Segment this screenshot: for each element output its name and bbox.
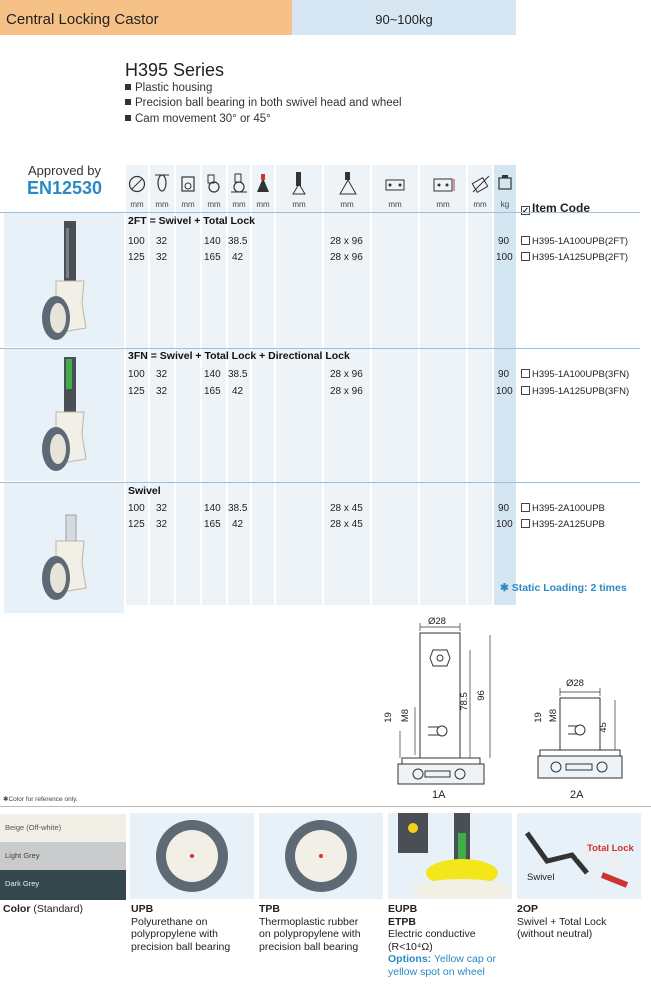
item-code-row[interactable] [521,369,629,380]
option-code: UPB [131,903,154,915]
dim-label: 19 [532,712,544,723]
series-title: H395 Series [125,60,225,80]
cell-plate: 28 x 96 [330,369,363,380]
wheel-upb-image [130,813,254,899]
checkbox[interactable] [521,503,530,512]
drawing-label: 2A [570,789,584,801]
static-loading-text: Static Loading: 2 times [511,582,627,594]
castor-image-swivel [4,483,124,613]
option-line: Thermoplastic rubber [259,915,359,928]
item-code: H395-2A125UPB [532,519,605,530]
2op-swivel-label: Swivel [527,872,555,883]
cell-height: 165 [204,252,221,263]
item-code-row[interactable] [521,503,605,514]
cell-height: 165 [204,386,221,397]
cell-load: 100 [496,252,513,263]
unit-label: mm [130,200,144,209]
option-code: 2OP [517,903,539,915]
load-weight-icon [497,173,513,191]
item-code: H395-1A100UPB(2FT) [532,236,629,247]
feature-item: Plastic housing [125,82,212,94]
option-2op [517,903,606,941]
item-code-row[interactable] [521,252,628,263]
cell-width: 32 [156,252,168,263]
cell-width: 32 [156,519,168,530]
cell-load: 90 [498,369,510,380]
unit-label: mm [207,200,221,209]
housing-width-icon [179,173,197,193]
plate-size-icon [338,170,358,196]
approval-standard: EN12530 [26,178,103,198]
header-title: Central Locking Castor [0,0,292,35]
cell-dia: 125 [128,252,145,263]
color-note-text: Color for reference only. [8,796,78,803]
dim-label: Ø28 [428,616,446,627]
cell-dia: 100 [128,503,145,514]
cell-offset: 38.5 [228,503,248,514]
wheel-diameter-icon [128,175,146,193]
option-line: yellow spot on wheel [388,965,485,978]
color-caption [3,903,83,916]
unit-label: kg [500,200,510,209]
color-note: ✱Color for reference only. [3,796,78,803]
item-code: H395-1A100UPB(3FN) [532,369,630,380]
option-line: Polyurethane on [131,915,208,928]
unit-label: mm [181,200,195,209]
unit-label: mm [155,200,169,209]
cell-offset: 42 [232,252,244,263]
2op-image [517,813,641,899]
color-caption-bold: Color [3,903,31,915]
brake-angle-icon [471,174,491,194]
cell-height: 140 [204,236,221,247]
overall-height-icon [204,173,224,193]
stem-length-icon [291,170,307,196]
cell-plate: 28 x 96 [330,236,363,247]
cell-plate: 28 x 96 [330,252,363,263]
option-line: precision ball bearing [259,940,359,953]
divider [0,806,651,807]
option-code: ETPB [388,915,417,928]
cell-offset: 42 [232,386,244,397]
feature-item: Precision ball bearing in both swivel head and wheel [125,97,402,109]
option-line: (without neutral) [517,928,593,940]
wheel-width-icon [154,173,170,193]
castor-image-2ft [4,213,124,347]
option-tpb [259,903,361,953]
unit-label: mm [388,200,402,209]
dim-label: M8 [400,708,412,723]
static-loading-note [500,582,627,594]
swivel-offset-icon [229,173,249,193]
unit-label: mm [232,200,246,209]
cell-offset: 38.5 [228,236,248,247]
cell-width: 32 [156,236,168,247]
cell-height: 140 [204,369,221,380]
unit-label: mm [340,200,354,209]
option-upb [131,903,230,953]
cell-width: 32 [156,386,168,397]
section-title: Swivel [128,485,161,497]
section-title: 3FN = Swivel + Total Lock + Directional Lock [128,350,350,362]
checkbox[interactable] [521,236,530,245]
cell-plate: 28 x 45 [330,503,363,514]
option-line: polypropylene with [131,928,218,940]
cell-dia: 125 [128,386,145,397]
option-line: (R<10⁴Ω) [388,940,433,953]
item-code-label: Item Code [532,201,591,215]
header-load: 90~100kg [292,0,516,35]
checkbox[interactable] [521,369,530,378]
option-line: Swivel + Total Lock [517,915,607,928]
cell-dia: 100 [128,236,145,247]
unit-label: mm [292,200,306,209]
swatch-light-grey: Light Grey [0,842,126,870]
item-code: H395-2A100UPB [532,503,605,514]
cell-dia: 125 [128,519,145,530]
bolt-hole-spacing-icon [384,177,408,193]
unit-label: mm [256,200,270,209]
item-code-row[interactable] [521,236,628,247]
drawing-label: 1A [432,789,446,801]
swatch-dark-grey: Dark Grey [0,870,126,900]
item-code: H395-1A125UPB(3FN) [532,386,630,397]
cell-width: 32 [156,369,168,380]
option-eupb [388,903,496,978]
checkbox-checked-icon: ✓ [522,206,529,215]
option-line: Yellow cap or [433,953,496,965]
checkbox[interactable] [521,519,530,528]
option-line: on polypropylene with [259,928,361,940]
options-label: Options: [388,953,432,965]
dim-label: M8 [548,708,560,723]
unit-label: mm [436,200,450,209]
cell-height: 140 [204,503,221,514]
drawing-2a [530,680,630,800]
color-caption-normal: (Standard) [33,903,83,915]
cell-load: 100 [496,386,513,397]
unit-label: mm [473,200,487,209]
dim-label: 96 [475,690,487,701]
dim-label: 45 [597,722,609,733]
wheel-tpb-image [259,813,383,899]
cell-offset: 38.5 [228,369,248,380]
checkbox[interactable] [521,252,530,261]
bolt-hole-diameter-icon [432,175,458,195]
cell-plate: 28 x 45 [330,519,363,530]
cell-offset: 42 [232,519,244,530]
cell-load: 100 [496,519,513,530]
cell-load: 90 [498,503,510,514]
approval-label: Approved by [28,163,101,178]
option-code: EUPB [388,903,418,915]
option-line: Electric conductive [388,928,476,940]
checkbox[interactable] [521,386,530,395]
section-title: 2FT = Swivel + Total Lock [128,215,256,227]
item-code-row[interactable] [521,519,605,530]
cell-plate: 28 x 96 [330,386,363,397]
option-code: TPB [259,903,280,915]
cell-dia: 100 [128,369,145,380]
dim-label: 78.5 [458,692,470,711]
cell-load: 90 [498,236,510,247]
dim-label: Ø28 [566,678,584,689]
drawing-1a [380,615,500,805]
item-code-row[interactable] [521,386,629,397]
conductive-image [388,813,512,899]
swatch-beige: Beige (Off-white) [0,814,126,842]
castor-image-3fn [4,349,124,481]
cell-width: 32 [156,503,168,514]
asterisk-icon: ✱ [500,582,512,594]
item-code: H395-1A125UPB(2FT) [532,252,629,263]
cell-height: 165 [204,519,221,530]
dim-label: 19 [382,712,394,723]
swivel-radius-icon [254,172,272,194]
option-line: precision ball bearing [131,940,231,953]
feature-item: Cam movement 30° or 45° [125,113,271,125]
2op-total-lock-label: Total Lock [587,843,634,854]
